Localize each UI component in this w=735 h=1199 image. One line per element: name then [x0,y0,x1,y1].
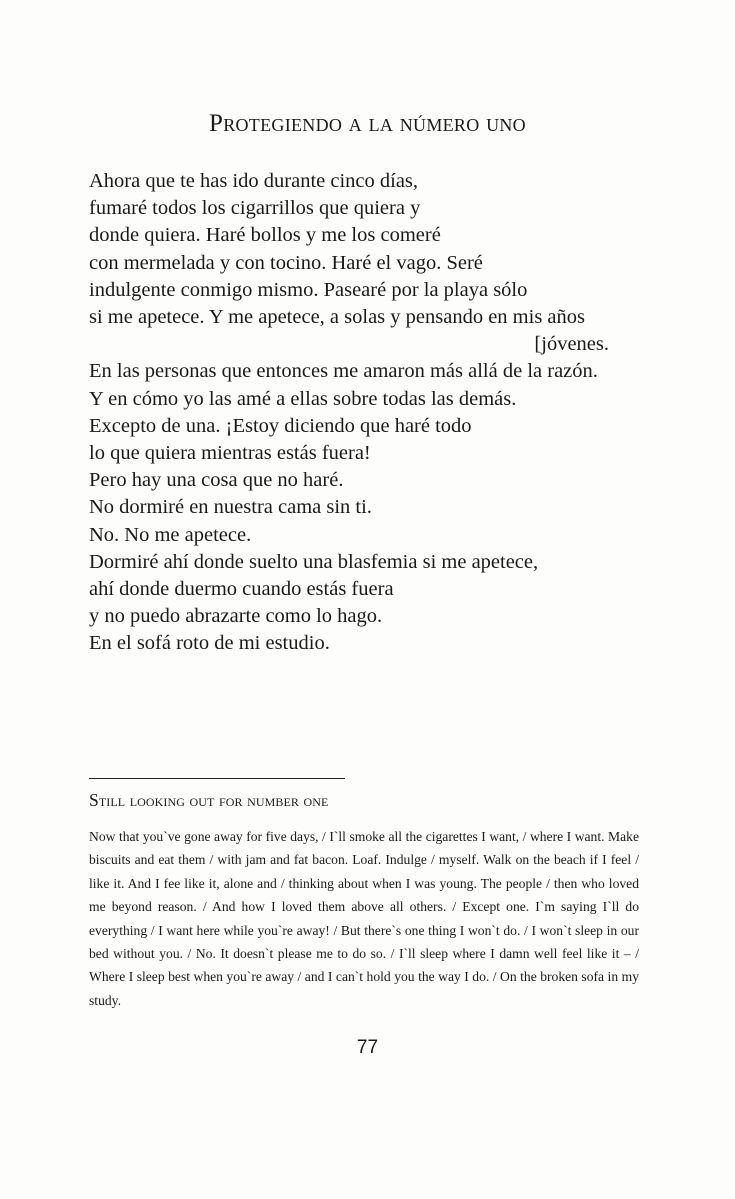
poem-line: indulgente conmigo mismo. Pasearé por la playa sólo [89,278,528,301]
poem-line: No dormiré en nuestra cama sin ti. [89,496,372,519]
poem-title: Protegiendo a la número uno [209,110,526,137]
poem-line: Ahora que te has ido durante cinco días, [89,170,419,192]
poem-line: y no puedo abrazarte como lo hago. [89,605,383,628]
poem-lines [89,168,609,658]
poem-line: Excepto de una. ¡Estoy diciendo que haré todo [89,414,472,437]
translation-text: Now that you`ve gone away for five days, / I`ll smoke all the cigarettes I want, / where I want. Make biscuits and eat them / with jam and fat bacon. Loaf. Indulge / myself. Walk on the beach if I feel / like it. And I fee like it, alone and / thinking about when I was young. The people / then who loved me beyond reason. / And how I loved them above all others. / Except one. I`m saying I`ll do everything / I want here while you`re away! / But there`s one thing I won`t do. / I won`t sleep in our bed without you. / No. It doesn`t please me to do so. / I`ll sleep where I damn well feel like it – / Where I sleep best when you`re away / and I can`t hold you the way I do. / On the broken sofa in my study. [89,829,639,1008]
poem-line: ahí donde duermo cuando estás fuera [89,578,394,601]
poem-line: fumaré todos los cigarrillos que quiera y [89,197,421,220]
poem-line: Pero hay una cosa que no haré. [89,469,344,492]
poem-line: si me apetece. Y me apetece, a solas y pensando en mis años [89,306,585,329]
poem-line: Dormiré ahí donde suelto una blasfemia si me apetece, [89,550,539,573]
footnote-divider [89,778,345,779]
poem-line: lo que quiera mientras estás fuera! [89,442,371,465]
poem-line: Y en cómo yo las amé a ellas sobre todas las demás. [89,387,517,410]
poem-line: En el sofá roto de mi estudio. [89,632,330,655]
poem-line: donde quiera. Haré bollos y me los comeré [89,224,441,247]
poem-line: En las personas que entonces me amaron más allá de la razón. [89,360,598,383]
poem-line-continuation: [jóvenes. [534,333,609,356]
translation-title: Still looking out for number one [89,790,329,810]
poem-line: con mermelada y con tocino. Haré el vago. Seré [89,251,483,274]
poem-line: No. No me apetece. [89,523,252,546]
page-number: 77 [356,1037,379,1058]
